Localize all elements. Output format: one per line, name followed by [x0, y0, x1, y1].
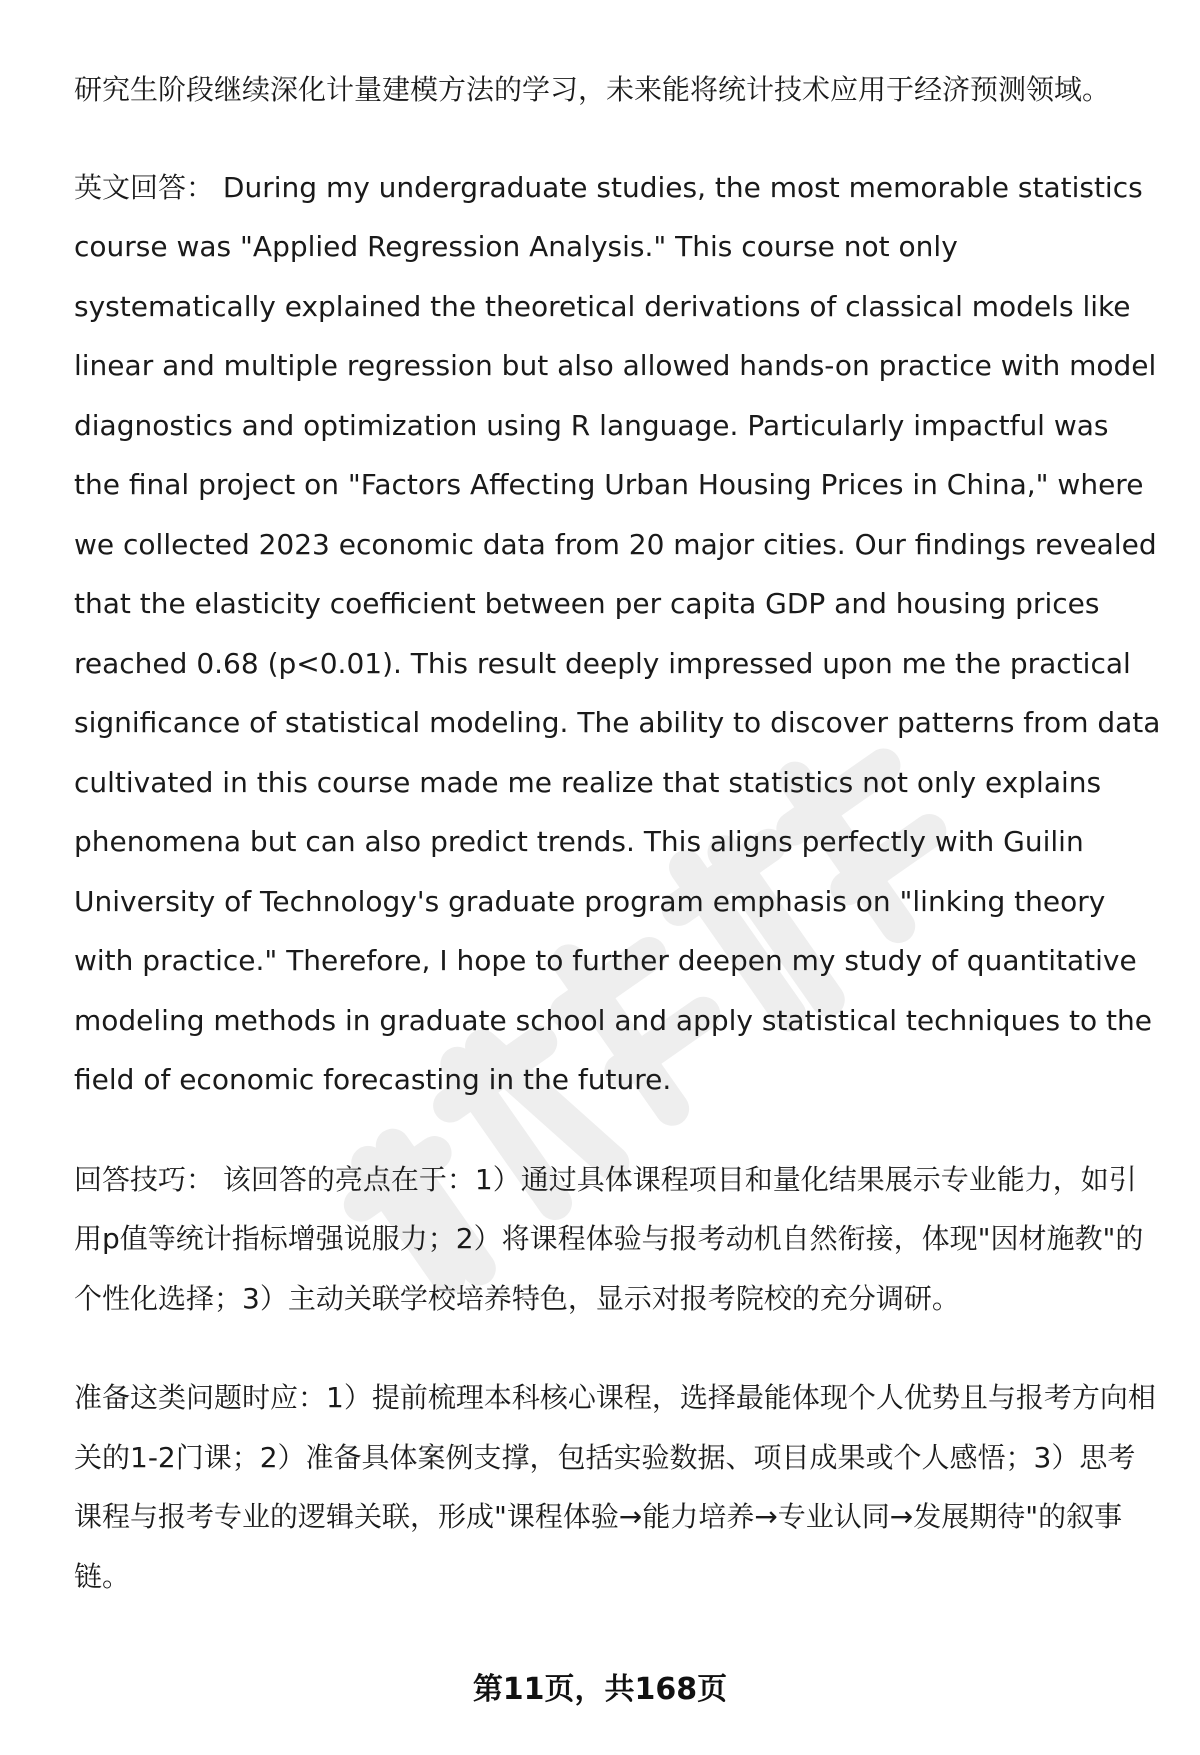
preparation-advice: 准备这类问题时应：1）提前梳理本科核心课程，选择最能体现个人优势且与报考方向相关的1-2门课；2）准备具体案例支撑，包括实验数据、项目成果或个人感悟；3）思考课程与报考专业的逻辑关联，形成"课程体验→能力培养→专业认同→发展期待"的叙事链。	[74, 1381, 1156, 1593]
document-page	[74, 60, 1162, 1606]
english-answer	[74, 158, 1162, 1110]
answer-tips-label: 回答技巧：	[74, 1162, 215, 1196]
page-number: 第11页，共168页	[472, 1672, 728, 1707]
english-answer-body: During my undergraduate studies, the most memorable statistics course was "Applied Regression Analysis." This course not only systematically explained the theoretical derivations of classical models like linear and multiple regression but also allowed hands-on practice with model diagnostics and optimization using R language. Particularly impactful was the final project on "Factors Affecting Urban Housing Prices in China," where we collected 2023 economic data from 20 major cities. Our findings revealed that the elasticity coefficient between per capita GDP and housing prices reached 0.68 (p<0.01). This result deeply impressed upon me the practical significance of statistical modeling. The ability to discover patterns from data cultivated in this course made me realize that statistics not only explains phenomena but can also predict trends. This aligns perfectly with Guilin University of Technology's graduate program emphasis on "linking theory with practice." Therefore, I hope to further deepen my study of quantitative modeling methods in graduate school and apply statistical techniques to the field of economic forecasting in the future.	[74, 170, 1161, 1096]
answer-tips	[74, 1150, 1162, 1329]
answer-tips-body: 该回答的亮点在于：1）通过具体课程项目和量化结果展示专业能力，如引用p值等统计指标增强说服力；2）将课程体验与报考动机自然衔接，体现"因材施教"的个性化选择；3）主动关联学校培养特色，显示对报考院校的充分调研。	[74, 1162, 1144, 1315]
english-answer-label: 英文回答：	[74, 170, 215, 204]
intro-continuation: 研究生阶段继续深化计量建模方法的学习，未来能将统计技术应用于经济预测领域。	[74, 73, 1111, 106]
